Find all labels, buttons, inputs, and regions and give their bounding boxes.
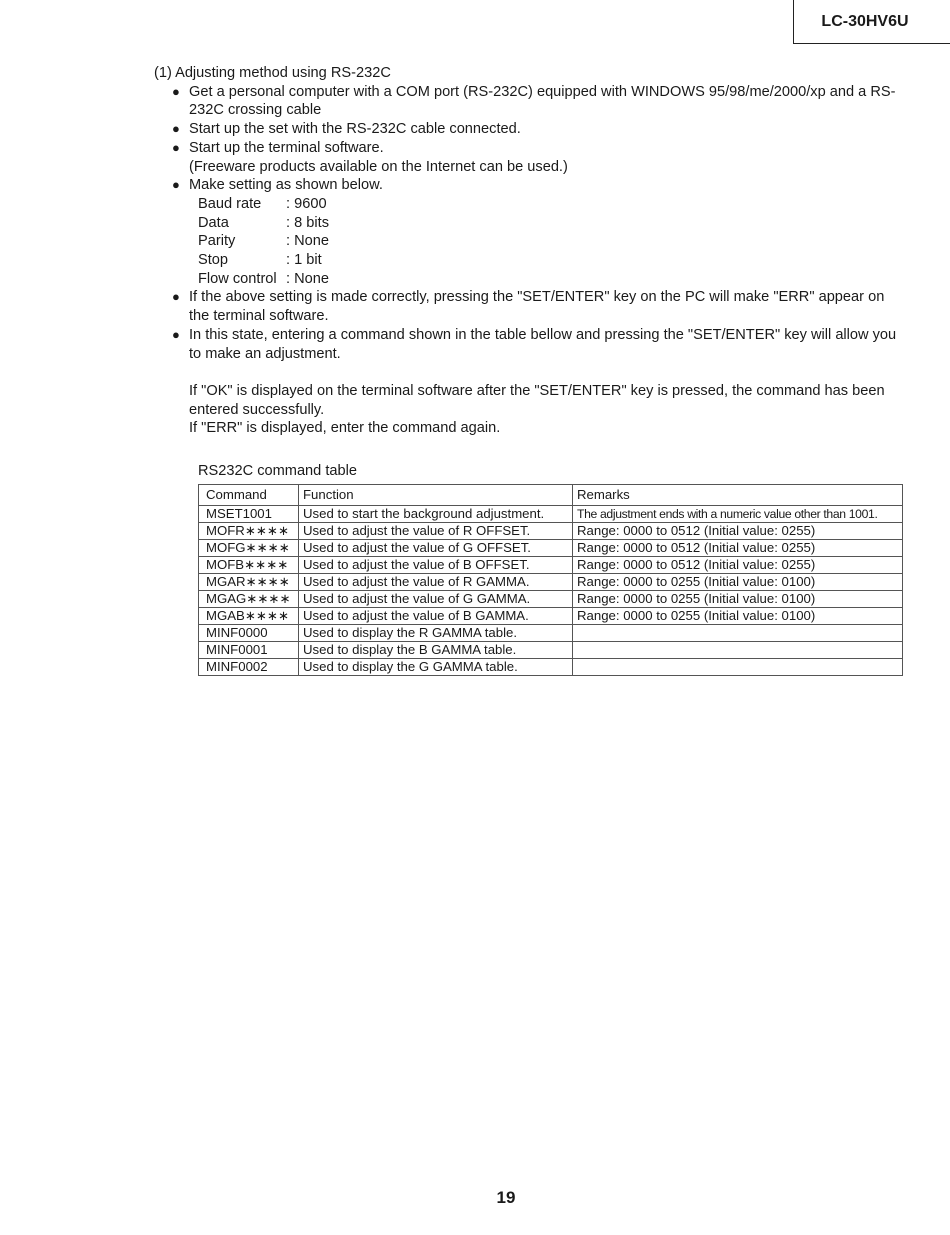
function-cell: Used to adjust the value of B GAMMA. (299, 608, 573, 625)
command-cell: MOFG∗∗∗∗ (199, 540, 299, 557)
table-row (199, 523, 903, 540)
table-title: RS232C command table (198, 463, 357, 479)
function-cell: Used to display the B GAMMA table. (299, 642, 573, 659)
table-row (199, 659, 903, 676)
command-cell: MINF0001 (199, 642, 299, 659)
bullet-list (154, 83, 906, 364)
model-number-box (793, 0, 950, 44)
table-header-row (199, 485, 903, 506)
table-row (199, 540, 903, 557)
command-cell: MINF0002 (199, 659, 299, 676)
remarks-cell: Range: 0000 to 0255 (Initial value: 0100) (573, 591, 903, 608)
remarks-cell: Range: 0000 to 0255 (Initial value: 0100) (573, 574, 903, 591)
remarks-cell: Range: 0000 to 0255 (Initial value: 0100) (573, 608, 903, 625)
table-row (199, 574, 903, 591)
command-cell: MGAB∗∗∗∗ (199, 608, 299, 625)
table-row (199, 506, 903, 523)
instructions (154, 64, 906, 438)
bullet-icon: ● (172, 139, 180, 155)
setting-row (198, 270, 906, 289)
function-cell: Used to start the background adjustment. (299, 506, 573, 523)
remarks-cell: The adjustment ends with a numeric value other than 1001. (573, 506, 903, 523)
command-cell: MSET1001 (199, 506, 299, 523)
function-cell: Used to display the R GAMMA table. (299, 625, 573, 642)
table-row (199, 608, 903, 625)
err-note: If "ERR" is displayed, enter the command again. (189, 420, 501, 437)
bullet-text: Start up the terminal software. (189, 139, 384, 156)
remarks-cell (573, 659, 903, 676)
remarks-cell: Range: 0000 to 0512 (Initial value: 0255) (573, 523, 903, 540)
bullet-icon: ● (172, 326, 180, 342)
table-row (199, 557, 903, 574)
table-row (199, 625, 903, 642)
bullet-icon: ● (172, 83, 180, 99)
page-number: 19 (496, 1188, 516, 1207)
setting-label: Baud rate (198, 195, 262, 212)
function-cell: Used to adjust the value of G GAMMA. (299, 591, 573, 608)
column-header: Remarks (573, 485, 903, 506)
setting-row (198, 232, 906, 251)
function-cell: Used to adjust the value of B OFFSET. (299, 557, 573, 574)
command-cell: MGAG∗∗∗∗ (199, 591, 299, 608)
column-header: Function (299, 485, 573, 506)
bullet-icon: ● (172, 289, 180, 305)
setting-value: : None (286, 270, 329, 287)
function-cell: Used to adjust the value of R GAMMA. (299, 574, 573, 591)
function-cell: Used to display the G GAMMA table. (299, 659, 573, 676)
setting-label: Flow control (198, 270, 277, 287)
bullet-text: Get a personal computer with a COM port (RS-232C) equipped with WINDOWS 95/98/me/2000/xp and a RS-232C crossing cable (189, 83, 896, 119)
command-cell: MINF0000 (199, 625, 299, 642)
remarks-cell: Range: 0000 to 0512 (Initial value: 0255) (573, 557, 903, 574)
setting-value: : None (286, 233, 329, 250)
remarks-cell (573, 625, 903, 642)
column-header: Command (199, 485, 299, 506)
bullet-text: If the above setting is made correctly, pressing the "SET/ENTER" key on the PC will make "ERR" appear on the terminal software. (189, 289, 885, 325)
bullet-icon: ● (172, 177, 180, 193)
list-item (172, 120, 906, 139)
list-item (172, 326, 906, 363)
function-cell: Used to adjust the value of G OFFSET. (299, 540, 573, 557)
bullet-text: Make setting as shown below. (189, 177, 383, 194)
list-item (172, 176, 906, 288)
command-cell: MGAR∗∗∗∗ (199, 574, 299, 591)
list-item (172, 288, 906, 325)
command-table (198, 484, 903, 676)
setting-value: : 8 bits (286, 214, 329, 231)
bullet-icon: ● (172, 121, 180, 137)
table-row (199, 642, 903, 659)
ok-note: If "OK" is displayed on the terminal software after the "SET/ENTER" key is pressed, the command has been entered successfully. (189, 382, 885, 418)
bullet-text: Start up the set with the RS-232C cable connected. (189, 121, 521, 138)
setting-value: : 9600 (286, 195, 327, 212)
model-number: LC-30HV6U (821, 12, 909, 30)
function-cell: Used to adjust the value of R OFFSET. (299, 523, 573, 540)
table-row (199, 591, 903, 608)
setting-label: Parity (198, 233, 236, 250)
setting-value: : 1 bit (286, 252, 322, 269)
settings-list (198, 195, 906, 289)
command-cell: MOFR∗∗∗∗ (199, 523, 299, 540)
command-cell: MOFB∗∗∗∗ (199, 557, 299, 574)
list-item (172, 139, 906, 176)
section-title: (1) Adjusting method using RS-232C (154, 65, 391, 81)
result-notes (154, 382, 906, 438)
setting-label: Stop (198, 252, 229, 269)
setting-row (198, 195, 906, 214)
bullet-text: In this state, entering a command shown in the table bellow and pressing the "SET/ENTER" key will allow you to make an adjustment. (189, 326, 897, 362)
setting-label: Data (198, 214, 229, 231)
remarks-cell: Range: 0000 to 0512 (Initial value: 0255) (573, 540, 903, 557)
setting-row (198, 251, 906, 270)
remarks-cell (573, 642, 903, 659)
list-item (172, 83, 906, 120)
freeware-note: (Freeware products available on the Internet can be used.) (189, 158, 568, 175)
setting-row (198, 214, 906, 233)
